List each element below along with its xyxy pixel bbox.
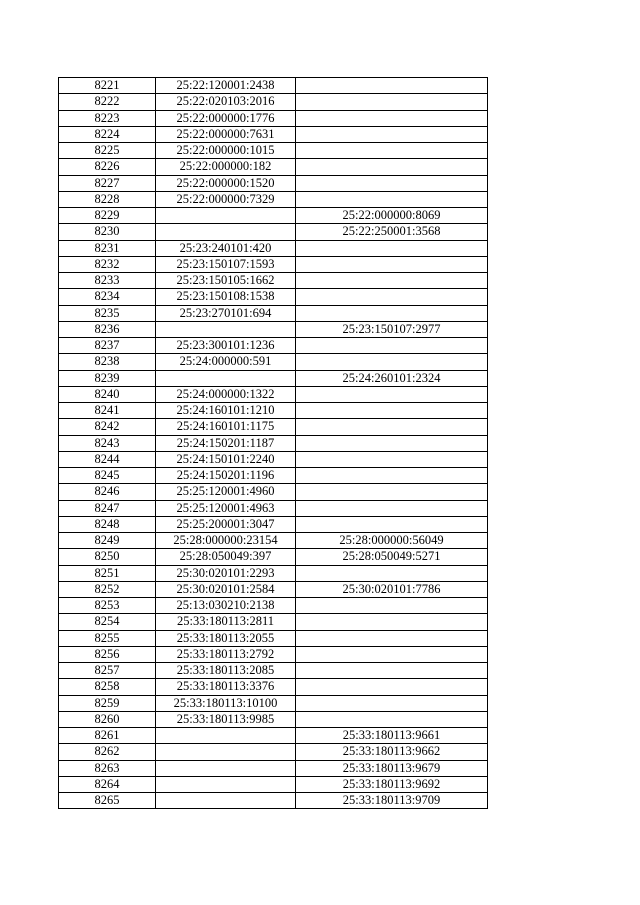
row-number-cell: 8234 bbox=[59, 289, 156, 305]
cadastral-number-cell: 25:24:150101:2240 bbox=[156, 451, 296, 467]
table-row bbox=[59, 598, 488, 614]
new-cadastral-number-cell bbox=[296, 516, 488, 532]
new-cadastral-number-cell: 25:28:050049:5271 bbox=[296, 549, 488, 565]
new-cadastral-number-cell bbox=[296, 484, 488, 500]
new-cadastral-number-cell bbox=[296, 126, 488, 142]
row-number-cell: 8236 bbox=[59, 321, 156, 337]
table-row bbox=[59, 695, 488, 711]
cadastral-number-cell bbox=[156, 744, 296, 760]
table-row bbox=[59, 110, 488, 126]
table-row bbox=[59, 354, 488, 370]
row-number-cell: 8232 bbox=[59, 256, 156, 272]
row-number-cell: 8243 bbox=[59, 435, 156, 451]
cadastral-number-cell: 25:33:180113:2085 bbox=[156, 663, 296, 679]
cadastral-number-cell: 25:22:000000:7329 bbox=[156, 191, 296, 207]
cadastral-number-cell: 25:22:000000:1015 bbox=[156, 143, 296, 159]
table-row bbox=[59, 793, 488, 809]
row-number-cell: 8230 bbox=[59, 224, 156, 240]
row-number-cell: 8256 bbox=[59, 646, 156, 662]
table-row bbox=[59, 240, 488, 256]
table-row bbox=[59, 760, 488, 776]
new-cadastral-number-cell bbox=[296, 110, 488, 126]
table-row bbox=[59, 289, 488, 305]
table-row bbox=[59, 679, 488, 695]
table-row bbox=[59, 386, 488, 402]
new-cadastral-number-cell bbox=[296, 354, 488, 370]
new-cadastral-number-cell: 25:33:180113:9679 bbox=[296, 760, 488, 776]
row-number-cell: 8228 bbox=[59, 191, 156, 207]
cadastral-number-cell: 25:23:150105:1662 bbox=[156, 273, 296, 289]
table-row bbox=[59, 159, 488, 175]
cadastral-number-cell: 25:30:020101:2584 bbox=[156, 581, 296, 597]
cadastral-number-cell: 25:25:120001:4963 bbox=[156, 500, 296, 516]
cadastral-number-cell bbox=[156, 760, 296, 776]
new-cadastral-number-cell: 25:22:000000:8069 bbox=[296, 208, 488, 224]
row-number-cell: 8237 bbox=[59, 338, 156, 354]
new-cadastral-number-cell bbox=[296, 338, 488, 354]
new-cadastral-number-cell: 25:23:150107:2977 bbox=[296, 321, 488, 337]
table-row bbox=[59, 94, 488, 110]
row-number-cell: 8248 bbox=[59, 516, 156, 532]
row-number-cell: 8224 bbox=[59, 126, 156, 142]
table-row bbox=[59, 484, 488, 500]
table-row bbox=[59, 338, 488, 354]
new-cadastral-number-cell bbox=[296, 191, 488, 207]
row-number-cell: 8242 bbox=[59, 419, 156, 435]
row-number-cell: 8229 bbox=[59, 208, 156, 224]
table-row bbox=[59, 728, 488, 744]
cadastral-number-cell: 25:22:000000:1776 bbox=[156, 110, 296, 126]
table-row bbox=[59, 533, 488, 549]
new-cadastral-number-cell: 25:33:180113:9692 bbox=[296, 776, 488, 792]
table-row bbox=[59, 581, 488, 597]
row-number-cell: 8260 bbox=[59, 711, 156, 727]
table-row bbox=[59, 419, 488, 435]
new-cadastral-number-cell bbox=[296, 94, 488, 110]
row-number-cell: 8257 bbox=[59, 663, 156, 679]
new-cadastral-number-cell bbox=[296, 468, 488, 484]
cadastral-number-cell: 25:23:270101:694 bbox=[156, 305, 296, 321]
new-cadastral-number-cell: 25:22:250001:3568 bbox=[296, 224, 488, 240]
new-cadastral-number-cell bbox=[296, 159, 488, 175]
row-number-cell: 8239 bbox=[59, 370, 156, 386]
table-row bbox=[59, 256, 488, 272]
table-row bbox=[59, 370, 488, 386]
new-cadastral-number-cell bbox=[296, 646, 488, 662]
table-row bbox=[59, 143, 488, 159]
row-number-cell: 8259 bbox=[59, 695, 156, 711]
table-row bbox=[59, 630, 488, 646]
new-cadastral-number-cell bbox=[296, 240, 488, 256]
cadastral-number-cell: 25:23:150107:1593 bbox=[156, 256, 296, 272]
row-number-cell: 8240 bbox=[59, 386, 156, 402]
new-cadastral-number-cell bbox=[296, 711, 488, 727]
cadastral-number-cell: 25:25:120001:4960 bbox=[156, 484, 296, 500]
table-row bbox=[59, 435, 488, 451]
row-number-cell: 8263 bbox=[59, 760, 156, 776]
table-row bbox=[59, 273, 488, 289]
row-number-cell: 8262 bbox=[59, 744, 156, 760]
table-row bbox=[59, 549, 488, 565]
cadastral-number-table bbox=[58, 77, 488, 809]
row-number-cell: 8246 bbox=[59, 484, 156, 500]
new-cadastral-number-cell bbox=[296, 143, 488, 159]
row-number-cell: 8258 bbox=[59, 679, 156, 695]
row-number-cell: 8223 bbox=[59, 110, 156, 126]
new-cadastral-number-cell bbox=[296, 598, 488, 614]
cadastral-number-cell: 25:24:160101:1210 bbox=[156, 403, 296, 419]
row-number-cell: 8265 bbox=[59, 793, 156, 809]
cadastral-number-cell bbox=[156, 793, 296, 809]
cadastral-number-cell: 25:33:180113:9985 bbox=[156, 711, 296, 727]
new-cadastral-number-cell: 25:33:180113:9661 bbox=[296, 728, 488, 744]
table-row bbox=[59, 403, 488, 419]
row-number-cell: 8249 bbox=[59, 533, 156, 549]
new-cadastral-number-cell bbox=[296, 256, 488, 272]
table-row bbox=[59, 224, 488, 240]
new-cadastral-number-cell bbox=[296, 289, 488, 305]
new-cadastral-number-cell bbox=[296, 565, 488, 581]
cadastral-number-cell: 25:24:000000:1322 bbox=[156, 386, 296, 402]
new-cadastral-number-cell: 25:33:180113:9709 bbox=[296, 793, 488, 809]
table-row bbox=[59, 565, 488, 581]
new-cadastral-number-cell bbox=[296, 175, 488, 191]
new-cadastral-number-cell bbox=[296, 403, 488, 419]
table-row bbox=[59, 305, 488, 321]
row-number-cell: 8253 bbox=[59, 598, 156, 614]
row-number-cell: 8231 bbox=[59, 240, 156, 256]
row-number-cell: 8251 bbox=[59, 565, 156, 581]
cadastral-number-cell: 25:33:180113:10100 bbox=[156, 695, 296, 711]
new-cadastral-number-cell: 25:24:260101:2324 bbox=[296, 370, 488, 386]
new-cadastral-number-cell bbox=[296, 695, 488, 711]
row-number-cell: 8235 bbox=[59, 305, 156, 321]
new-cadastral-number-cell bbox=[296, 78, 488, 94]
new-cadastral-number-cell bbox=[296, 679, 488, 695]
new-cadastral-number-cell bbox=[296, 500, 488, 516]
cadastral-number-cell: 25:23:150108:1538 bbox=[156, 289, 296, 305]
table-row bbox=[59, 744, 488, 760]
row-number-cell: 8247 bbox=[59, 500, 156, 516]
cadastral-number-cell: 25:23:240101:420 bbox=[156, 240, 296, 256]
cadastral-number-cell: 25:28:000000:23154 bbox=[156, 533, 296, 549]
row-number-cell: 8261 bbox=[59, 728, 156, 744]
new-cadastral-number-cell bbox=[296, 435, 488, 451]
row-number-cell: 8241 bbox=[59, 403, 156, 419]
row-number-cell: 8238 bbox=[59, 354, 156, 370]
table-row bbox=[59, 191, 488, 207]
cadastral-number-cell bbox=[156, 728, 296, 744]
cadastral-number-cell: 25:33:180113:2055 bbox=[156, 630, 296, 646]
cadastral-number-cell: 25:22:120001:2438 bbox=[156, 78, 296, 94]
cadastral-number-cell: 25:24:150201:1187 bbox=[156, 435, 296, 451]
cadastral-number-cell: 25:22:000000:7631 bbox=[156, 126, 296, 142]
row-number-cell: 8245 bbox=[59, 468, 156, 484]
row-number-cell: 8254 bbox=[59, 614, 156, 630]
table-row bbox=[59, 208, 488, 224]
table-row bbox=[59, 614, 488, 630]
cadastral-number-cell: 25:24:160101:1175 bbox=[156, 419, 296, 435]
table-row bbox=[59, 776, 488, 792]
cadastral-number-cell: 25:22:000000:1520 bbox=[156, 175, 296, 191]
cadastral-number-cell: 25:23:300101:1236 bbox=[156, 338, 296, 354]
cadastral-number-cell: 25:33:180113:3376 bbox=[156, 679, 296, 695]
cadastral-number-cell: 25:24:000000:591 bbox=[156, 354, 296, 370]
row-number-cell: 8264 bbox=[59, 776, 156, 792]
row-number-cell: 8250 bbox=[59, 549, 156, 565]
table-row bbox=[59, 126, 488, 142]
table-row bbox=[59, 78, 488, 94]
new-cadastral-number-cell bbox=[296, 663, 488, 679]
row-number-cell: 8233 bbox=[59, 273, 156, 289]
cadastral-number-cell: 25:33:180113:2792 bbox=[156, 646, 296, 662]
new-cadastral-number-cell bbox=[296, 305, 488, 321]
table-row bbox=[59, 451, 488, 467]
table-row bbox=[59, 321, 488, 337]
cadastral-number-cell: 25:13:030210:2138 bbox=[156, 598, 296, 614]
new-cadastral-number-cell: 25:30:020101:7786 bbox=[296, 581, 488, 597]
cadastral-number-cell: 25:24:150201:1196 bbox=[156, 468, 296, 484]
table-row bbox=[59, 468, 488, 484]
new-cadastral-number-cell bbox=[296, 451, 488, 467]
row-number-cell: 8244 bbox=[59, 451, 156, 467]
row-number-cell: 8227 bbox=[59, 175, 156, 191]
new-cadastral-number-cell bbox=[296, 386, 488, 402]
row-number-cell: 8221 bbox=[59, 78, 156, 94]
row-number-cell: 8222 bbox=[59, 94, 156, 110]
new-cadastral-number-cell: 25:33:180113:9662 bbox=[296, 744, 488, 760]
cadastral-number-cell bbox=[156, 370, 296, 386]
cadastral-number-cell: 25:22:020103:2016 bbox=[156, 94, 296, 110]
cadastral-number-cell bbox=[156, 321, 296, 337]
cadastral-number-cell bbox=[156, 776, 296, 792]
row-number-cell: 8225 bbox=[59, 143, 156, 159]
new-cadastral-number-cell bbox=[296, 419, 488, 435]
cadastral-number-cell: 25:28:050049:397 bbox=[156, 549, 296, 565]
cadastral-number-cell bbox=[156, 208, 296, 224]
cadastral-number-cell: 25:33:180113:2811 bbox=[156, 614, 296, 630]
cadastral-number-cell: 25:25:200001:3047 bbox=[156, 516, 296, 532]
new-cadastral-number-cell: 25:28:000000:56049 bbox=[296, 533, 488, 549]
table-row bbox=[59, 175, 488, 191]
new-cadastral-number-cell bbox=[296, 630, 488, 646]
row-number-cell: 8255 bbox=[59, 630, 156, 646]
row-number-cell: 8252 bbox=[59, 581, 156, 597]
table-row bbox=[59, 711, 488, 727]
cadastral-number-cell: 25:22:000000:182 bbox=[156, 159, 296, 175]
cadastral-number-cell bbox=[156, 224, 296, 240]
new-cadastral-number-cell bbox=[296, 614, 488, 630]
cadastral-number-cell: 25:30:020101:2293 bbox=[156, 565, 296, 581]
table-row bbox=[59, 663, 488, 679]
table-body bbox=[59, 78, 488, 809]
new-cadastral-number-cell bbox=[296, 273, 488, 289]
row-number-cell: 8226 bbox=[59, 159, 156, 175]
table-row bbox=[59, 646, 488, 662]
table-row bbox=[59, 500, 488, 516]
table-row bbox=[59, 516, 488, 532]
